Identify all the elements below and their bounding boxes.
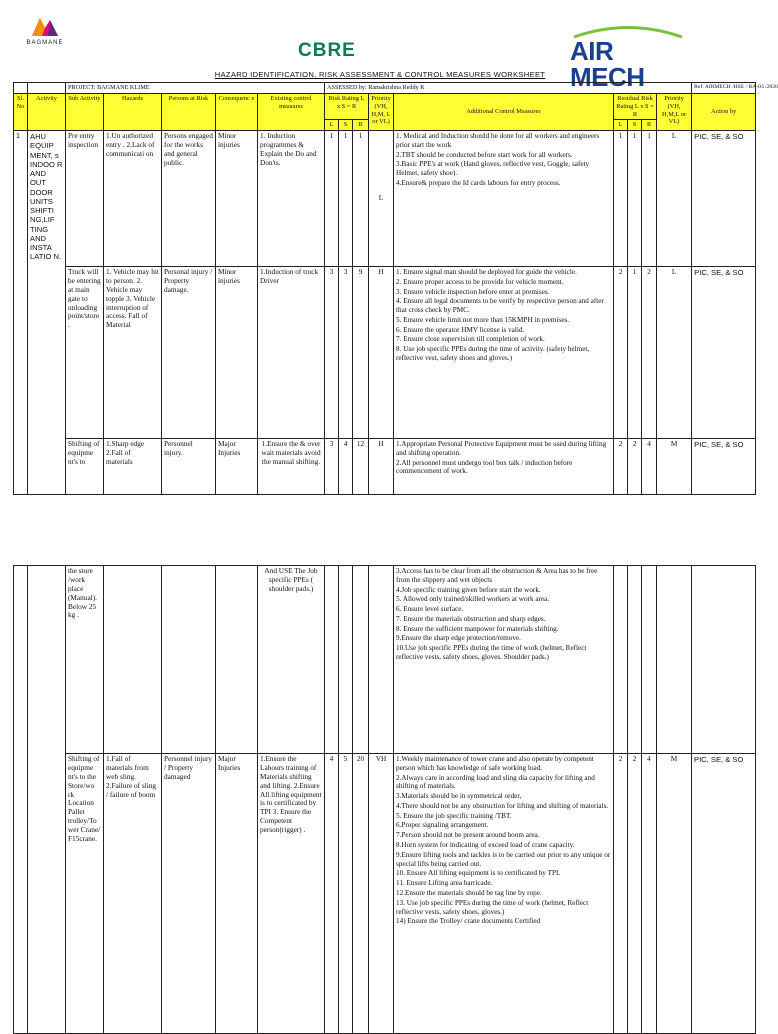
row-r: 12 [353, 439, 369, 495]
header-risk-rating: Risk Rating L x S = R [325, 94, 369, 120]
header-r: R [353, 120, 369, 131]
control-item: 3. Ensure vehicle inspection before enter at premises. [396, 287, 550, 296]
control-item: 5. Ensure the job specific training /TBT. [396, 811, 512, 820]
control-item: 4. Ensure all legal documents to be verify by respective person and after that cross check by PMC. [396, 297, 604, 315]
row-action-by: PIC, SE, & SO [692, 439, 756, 495]
row-sl [14, 566, 28, 1034]
header-additional-control: Additional Control Measures [394, 94, 614, 131]
table-row [14, 131, 756, 267]
control-item: 2. Ensure proper access to be provide for vehicle moment. [396, 277, 564, 286]
row-persons: Personnel injury / Property damaged [162, 754, 216, 1034]
row-r: 9 [353, 267, 369, 439]
row-residual-s: 1 [628, 267, 642, 439]
row-r: 1 [353, 131, 369, 267]
meta-blank [14, 83, 28, 94]
control-item: 6. Ensure the operator HMV license is valid. [396, 325, 525, 334]
meta-blank [28, 83, 66, 94]
control-item: 12.Ensure the materials should be tag line by rope. [396, 888, 542, 897]
row-sl: 1 [14, 131, 28, 495]
row-sub-activity: the store /work place (Manual). Below 25 kg . [66, 566, 104, 754]
row-s: 5 [339, 754, 353, 1034]
row-priority: L [369, 131, 394, 267]
row-existing: 1.Induction of truck Driver [258, 267, 325, 439]
row-action-by: PIC, SE, & SO [692, 267, 756, 439]
control-item: 4.Job specific training given before start the work. [396, 585, 541, 594]
header-residual-risk: Residual Risk Rating L x S = R [614, 94, 657, 120]
row-residual-r: 2 [642, 267, 657, 439]
row-residual-s: 2 [628, 754, 642, 1034]
row-consequence [216, 566, 258, 754]
row-persons: Personal injury / Property damage. [162, 267, 216, 439]
row-sub-activity: Shifting of equipme nt's to the Store/wo rk Location Pallet trolley/To wer Crane/ F15crane. [66, 754, 104, 1034]
row-residual-r: 4 [642, 754, 657, 1034]
row-consequence: Major Injuries [216, 754, 258, 1034]
header-l: L [325, 120, 339, 131]
table-row [14, 267, 756, 439]
row-s: 4 [339, 439, 353, 495]
control-item: 5. Ensure vehicle limit not more than 15KMPH in premises. [396, 315, 570, 324]
assessed-label: ASSESSED by: Ramakrishna Reddy K [325, 83, 692, 94]
row-priority: VH [369, 754, 394, 1034]
control-item: 4.There should not be any obstruction for lifting and shifting of materials. [396, 801, 609, 810]
row-persons: Persons engaged for the works and general public. [162, 131, 216, 267]
control-item: 8. Use job specific PPEs during the time of activity. (safety helmet, reflective vest, safety shoes and gloves.) [396, 345, 590, 363]
row-additional-controls [394, 566, 614, 754]
row-residual-l: 2 [614, 439, 628, 495]
cbre-logo: CBRE [298, 40, 356, 61]
row-sub-activity: Shifting of equipme nt's to [66, 439, 104, 495]
row-consequence: Minor injuries [216, 131, 258, 267]
header-sub-activity: Sub Activity [66, 94, 104, 131]
control-item: 3.Access has to be clear from all the obstruction & Area has to be free from the slippery and wet objects [396, 567, 598, 584]
header-residual-l: L [614, 120, 628, 131]
row-l: 1 [325, 131, 339, 267]
row-additional-controls [394, 439, 614, 495]
header-residual-priority: Priority (VH, H,M,L or VL) [657, 94, 692, 131]
ref-label [692, 83, 778, 94]
row-action-by: PIC, SE, & SO [692, 754, 756, 1034]
header-priority: Priority (VH, H,M, L or VL) [369, 94, 394, 131]
control-item: 14) Ensure the Trolley/ crane documents Certified [396, 917, 541, 926]
header-consequence: Consequenc e [216, 94, 258, 131]
control-item: 7. Ensure close supervision till completion of work. [396, 335, 545, 344]
row-residual-priority: M [657, 754, 692, 1034]
control-item: 11. Ensure Lifting area barricade. [396, 879, 493, 888]
control-item: 4.Ensure& prepare the Id cards labours for entry process. [396, 178, 561, 187]
row-residual-l: 2 [614, 267, 628, 439]
control-item: 10. Ensure All lifting equipment is to certificated by TPI. [396, 869, 561, 878]
worksheet-title: HAZARD IDENTIFICATION, RISK ASSESSMENT & CONTROL MEASURES WORKSHEET [214, 70, 546, 79]
header-s: S [339, 120, 353, 131]
project-label: PROJECT: BAGMANE KLIME [66, 83, 325, 94]
row-s: 1 [339, 131, 353, 267]
header-action-by: Action by [692, 94, 756, 131]
row-sub-activity: Truck will be entering at main gate to unloading point/store . [66, 267, 104, 439]
row-additional-controls [394, 131, 614, 267]
row-existing: 1.Ensure the Labours training of Materials shifting and lifting. 2.Ensure All lifting equipment is to certificated by TPI 3. Ensure the Competent person(rigger) . [258, 754, 325, 1034]
row-residual-l: 2 [614, 754, 628, 1034]
row-hazards [104, 566, 162, 754]
row-action-by [692, 566, 756, 754]
row-s [339, 566, 353, 754]
row-activity: AHU EQUIP MENT, s INDOO R AND OUT DOOR UNITS SHIFTI NG,LIF TING AND INSTA LATIO N. [28, 131, 66, 495]
control-item: 7. Ensure the materials obstruction and sharp edges. [396, 614, 546, 623]
row-s: 3 [339, 267, 353, 439]
control-item: 6. Ensure level surface. [396, 605, 464, 614]
airmech-logo [570, 24, 688, 90]
row-residual-l [614, 566, 628, 754]
row-l: 4 [325, 754, 339, 1034]
row-existing: 1.Ensure the & over wait materials avoid the manual shifting. [258, 439, 325, 495]
control-item: 1.Weekly maintenance of tower crane and also operate by competent person which has knowledge of safe working load. [396, 755, 594, 772]
control-item: 3.Basic PPE's at work (Hand gloves, reflective vest, Goggle, safety Helmet, safety shoe). [396, 160, 590, 178]
control-item: 8. Ensure the sufficient manpower for materials shifting. [396, 624, 559, 633]
control-item: 5. Allowed only trained/skilled workers at work area. [396, 595, 550, 604]
row-l: 3 [325, 267, 339, 439]
row-consequence: Minor injuries [216, 267, 258, 439]
row-residual-s [628, 566, 642, 754]
control-item: 1. Ensure signal man should be deployed for guide the vehicle. [396, 268, 577, 276]
row-residual-priority: L [657, 131, 692, 267]
row-additional-controls [394, 267, 614, 439]
row-action-by: PIC, SE, & SO [692, 131, 756, 267]
row-persons [162, 566, 216, 754]
row-residual-priority [657, 566, 692, 754]
control-item: 1.Appropriate Personal Protective Equipment must be used during lifting and shifting operation. [396, 440, 607, 457]
ref-text: Ref: AIRMECH /HSE / RA-03 /2020 [694, 84, 778, 90]
control-item: 2.Always care in according load and sling dia capacity for lifting and shifting of materials. [396, 773, 595, 791]
row-residual-s: 1 [628, 131, 642, 267]
row-sub-activity: Pre entry inspection [66, 131, 104, 267]
bagmane-mark-icon [28, 14, 62, 38]
row-l: 3 [325, 439, 339, 495]
control-item: 3.Materials should be in symmetrical order, [396, 792, 522, 801]
control-item: 9.Ensure lifting tools and tackles is to be carried out prior to any unique or special lifts being carried out. [396, 850, 611, 868]
control-item: 7.Person should not be present around boom area. [396, 831, 540, 840]
header-residual-r: R [642, 120, 657, 131]
header-existing-control: Existing control measures [258, 94, 325, 131]
row-priority [369, 566, 394, 754]
row-existing: 1. Induction programmes & Explain the Do and Don'ts. [258, 131, 325, 267]
table-row [14, 439, 756, 495]
table-row [14, 566, 756, 754]
airmech-logo-text: AIR MECH [570, 36, 645, 92]
table-row [14, 754, 756, 1034]
control-item: 8.Horn system for indicating of exceed load of crane capacity. [396, 841, 575, 850]
row-hazards: 1.Fall of materials from web sling. 2.Failure of sling / failure of boom [104, 754, 162, 1034]
row-hazards: 1. Vehicle may hit to person. 2. Vehicle may topple 3. Vehicle interruption of access. Fall of Material [104, 267, 162, 439]
control-item: 10.Use job specific PPEs during the time of work (helmet, Reflect reflective vests, safety shoes, gloves. Shoulder pads.) [396, 644, 587, 662]
control-item: 2.TBT should be conducted before start work for all workers. [396, 150, 573, 159]
row-residual-priority: M [657, 439, 692, 495]
control-item: 6.Proper signaling arrangement. [396, 821, 489, 830]
header-sl: Sl. No [14, 94, 28, 131]
row-residual-r: 1 [642, 131, 657, 267]
row-hazards: 1.Un authorized entry . 2.Lack of communicati on [104, 131, 162, 267]
header-hazards: Hazards [104, 94, 162, 131]
control-item: 13. Use job specific PPEs during the time of work (helmet, Reflect reflective vests, safety shoes, gloves.) [396, 898, 589, 916]
header-persons-at-risk: Persons at Risk [162, 94, 216, 131]
row-r: 20 [353, 754, 369, 1034]
header-activity: Activity [28, 94, 66, 131]
risk-table-page-2 [13, 565, 756, 1034]
row-priority: H [369, 267, 394, 439]
row-residual-r: 4 [642, 439, 657, 495]
row-persons: Personnel injury. [162, 439, 216, 495]
control-item: 2.All personnel must undergo tool box talk / induction before commencement of work. [396, 458, 573, 476]
control-item: 9.Ensure the sharp edge protection/remove. [396, 634, 521, 643]
row-additional-controls [394, 754, 614, 1034]
row-consequence: Major Injuries [216, 439, 258, 495]
row-l [325, 566, 339, 754]
control-item: 1. Medical and Induction should be done for all workers and engineers prior start the work [396, 132, 600, 149]
bagmane-logo [22, 14, 68, 46]
row-r [353, 566, 369, 754]
header-residual-s: S [628, 120, 642, 131]
row-priority: H [369, 439, 394, 495]
row-residual-r [642, 566, 657, 754]
row-existing: And USE The Job specific PPEs ( shoulder pads.) [258, 566, 325, 754]
risk-table-page-1 [13, 82, 778, 495]
row-hazards: 1.Sharp edge 2.Fall of materials [104, 439, 162, 495]
bagmane-logo-text: BAGMANE [26, 40, 64, 46]
row-residual-priority: L [657, 267, 692, 439]
row-residual-l: 1 [614, 131, 628, 267]
row-activity [28, 566, 66, 1034]
row-residual-s: 2 [628, 439, 642, 495]
